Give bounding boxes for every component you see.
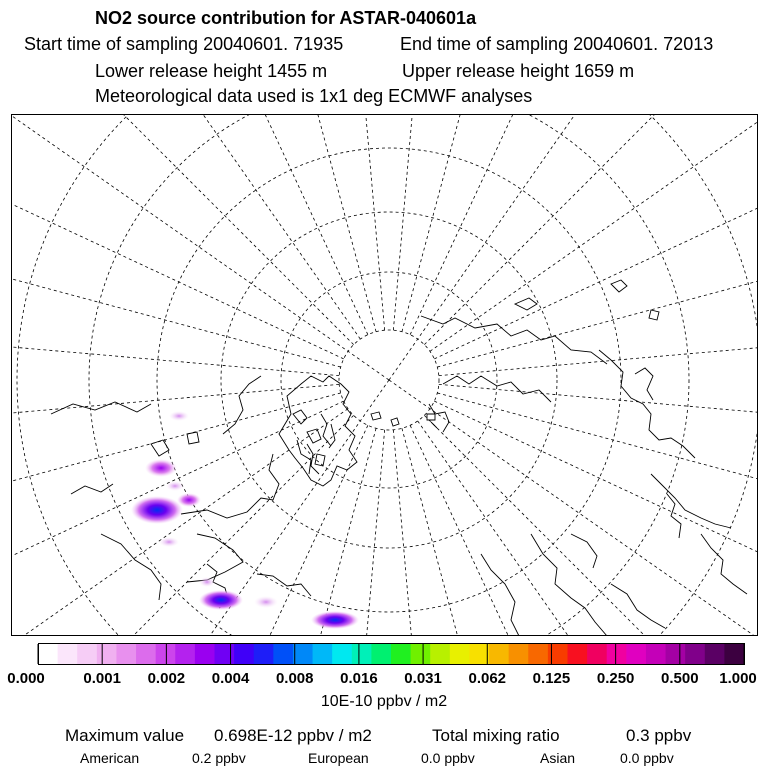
american-value: 0.2 ppbv <box>192 750 246 766</box>
asian-label: Asian <box>540 750 576 766</box>
colorbar-tick-label: 0.016 <box>340 670 378 687</box>
colorbar-tick-label: 0.008 <box>275 670 314 687</box>
colorbar-swatch <box>156 644 176 664</box>
colorbar-swatch <box>175 644 195 664</box>
colorbar-tick-label: 0.000 <box>7 670 45 687</box>
colorbar-swatch <box>254 644 274 664</box>
colorbar-swatch <box>313 644 333 664</box>
american-label: American <box>80 750 140 766</box>
colorbar-swatch <box>587 644 607 664</box>
colorbar-swatch <box>626 644 646 664</box>
colorbar-swatch <box>77 644 97 664</box>
colorbar-swatch <box>97 644 117 664</box>
colorbar-swatch <box>548 644 568 664</box>
colorbar-swatch <box>38 644 58 664</box>
colorbar-tick-label: 0.004 <box>211 670 250 687</box>
colorbar-swatch <box>58 644 78 664</box>
meteorological-data-label: Meteorological data used is 1x1 deg ECMWF analyses <box>95 86 533 106</box>
colorbar-swatch <box>273 644 293 664</box>
colorbar-swatch <box>666 644 686 664</box>
colorbar-swatch <box>391 644 411 664</box>
total-mixing-value: 0.3 ppbv <box>626 726 692 745</box>
colorbar-tick-label: 0.125 <box>532 670 571 687</box>
upper-release-height: Upper release height 1659 m <box>402 61 635 81</box>
colorbar-swatch <box>509 644 529 664</box>
colorbar-swatch <box>293 644 313 664</box>
colorbar-swatch <box>685 644 705 664</box>
colorbar-swatch <box>352 644 372 664</box>
max-value: 0.698E-12 ppbv / m2 <box>214 726 372 745</box>
colorbar-swatch <box>469 644 489 664</box>
colorbar-swatches <box>38 644 745 664</box>
plot-title: NO2 source contribution for ASTAR-040601a <box>95 8 477 28</box>
colorbar-tick-label: 0.062 <box>468 670 507 687</box>
colorbar-swatch <box>234 644 254 664</box>
colorbar-swatch <box>450 644 470 664</box>
european-label: European <box>308 750 369 766</box>
colorbar-swatch <box>607 644 627 664</box>
polar-map <box>11 114 758 636</box>
colorbar-tick-label: 0.500 <box>661 670 699 687</box>
european-value: 0.0 ppbv <box>421 750 475 766</box>
end-time-label: End time of sampling 20040601. 72013 <box>400 34 714 54</box>
colorbar-swatch <box>528 644 548 664</box>
colorbar-tick-label: 0.250 <box>596 670 635 687</box>
start-time-label: Start time of sampling 20040601. 71935 <box>24 34 344 54</box>
colorbar-tick-label: 1.000 <box>719 670 757 687</box>
colorbar-swatch <box>646 644 666 664</box>
colorbar-tick-label: 0.031 <box>404 670 442 687</box>
colorbar-swatch <box>116 644 136 664</box>
max-value-label: Maximum value <box>65 726 185 745</box>
colorbar-tick-label: 0.002 <box>147 670 186 687</box>
colorbar-swatch <box>195 644 215 664</box>
colorbar-swatch <box>411 644 431 664</box>
colorbar-swatch <box>489 644 509 664</box>
colorbar-swatch <box>568 644 588 664</box>
colorbar-swatch <box>724 644 744 664</box>
total-mixing-label: Total mixing ratio <box>432 726 560 745</box>
colorbar-tick-label: 0.001 <box>83 670 121 687</box>
colorbar-swatch <box>332 644 352 664</box>
colorbar-swatch <box>215 644 235 664</box>
colorbar-swatch <box>136 644 156 664</box>
asian-value: 0.0 ppbv <box>620 750 674 766</box>
colorbar-swatch <box>705 644 725 664</box>
lower-release-height: Lower release height 1455 m <box>95 61 328 81</box>
colorbar-swatch <box>371 644 391 664</box>
colorbar-units: 10E-10 ppbv / m2 <box>320 693 448 710</box>
colorbar-swatch <box>430 644 450 664</box>
